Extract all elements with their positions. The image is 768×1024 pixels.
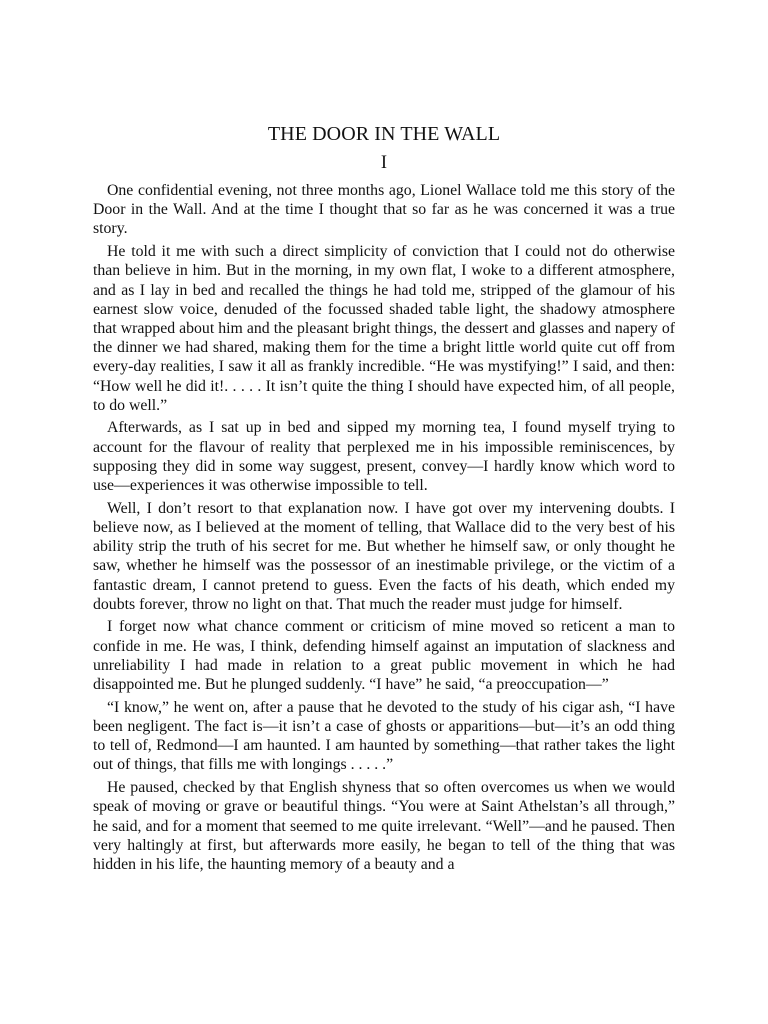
paragraph: “I know,” he went on, after a pause that he devoted to the study of his cigar ash, “I have been negligent. The fact is—it isn’t a case of ghosts or apparitions—but—it’s an odd thing to tell of, Redmond—I am haunted. I am haunted by something—that rather takes the light out of things, that fills me with longings . . . . .” xyxy=(93,698,675,774)
paragraph: I forget now what chance comment or criticism of mine moved so reticent a man to confide in me. He was, I think, defending himself against an imputation of slackness and unreliability I had made in relation to a great public movement in which he had disappointed me. But he plunged suddenly. “I have” he said, “a preoccupation—” xyxy=(93,618,675,694)
paragraph: One confidential evening, not three months ago, Lionel Wallace told me this story of the Door in the Wall. And at the time I thought that so far as he was concerned it was a true story. xyxy=(93,182,675,238)
section-numeral: I xyxy=(380,153,388,173)
paragraph: Well, I don’t resort to that explanation now. I have got over my intervening doubts. I believe now, as I believed at the moment of telling, that Wallace did to the very best of his ability strip the truth of his secret for me. But whether he himself saw, or only thought he saw, whether he himself was the possessor of an inestimable privilege, or the victim of a fantastic dream, I cannot pretend to guess. Even the facts of his death, which ended my doubts forever, throw no light on that. That much the reader must judge for himself. xyxy=(93,499,675,613)
paragraph: He paused, checked by that English shyness that so often overcomes us when we would speak of moving or grave or beautiful things. “You were at Saint Athelstan’s all through,” he said, and for a moment that seemed to me quite irrelevant. “Well”—and he paused. Then very haltingly at first, but afterwards more easily, he began to tell of the thing that was hidden in his life, the haunting memory of a beauty and a xyxy=(93,779,675,873)
paragraph: He told it me with such a direct simplicity of conviction that I could not do otherwise than believe in him. But in the morning, in my own flat, I woke to a different atmosphere, and as I lay in bed and recalled the things he had told me, stripped of the glamour of his earnest slow voice, denuded of the focussed shaded table light, the shadowy atmosphere that wrapped about him and the pleasant bright things, the dessert and glasses and napery of the dinner we had shared, making them for the time a bright little world quite cut off from every-day realities, I saw it all as frankly incredible. “He was mystifying!” I said, and then: “How well he did it!. . . . . It isn’t quite the thing I should have expected him, of all people, to do well.” xyxy=(93,243,675,414)
paragraph: Afterwards, as I sat up in bed and sipped my morning tea, I found myself trying to account for the flavour of reality that perplexed me in his impossible reminiscences, by supposing they did in some way suggest, present, convey—I hardly know which word to use—experiences it was otherwise impossible to tell. xyxy=(93,419,675,495)
book-page xyxy=(93,115,675,878)
chapter-title: THE DOOR IN THE WALL xyxy=(267,123,501,145)
